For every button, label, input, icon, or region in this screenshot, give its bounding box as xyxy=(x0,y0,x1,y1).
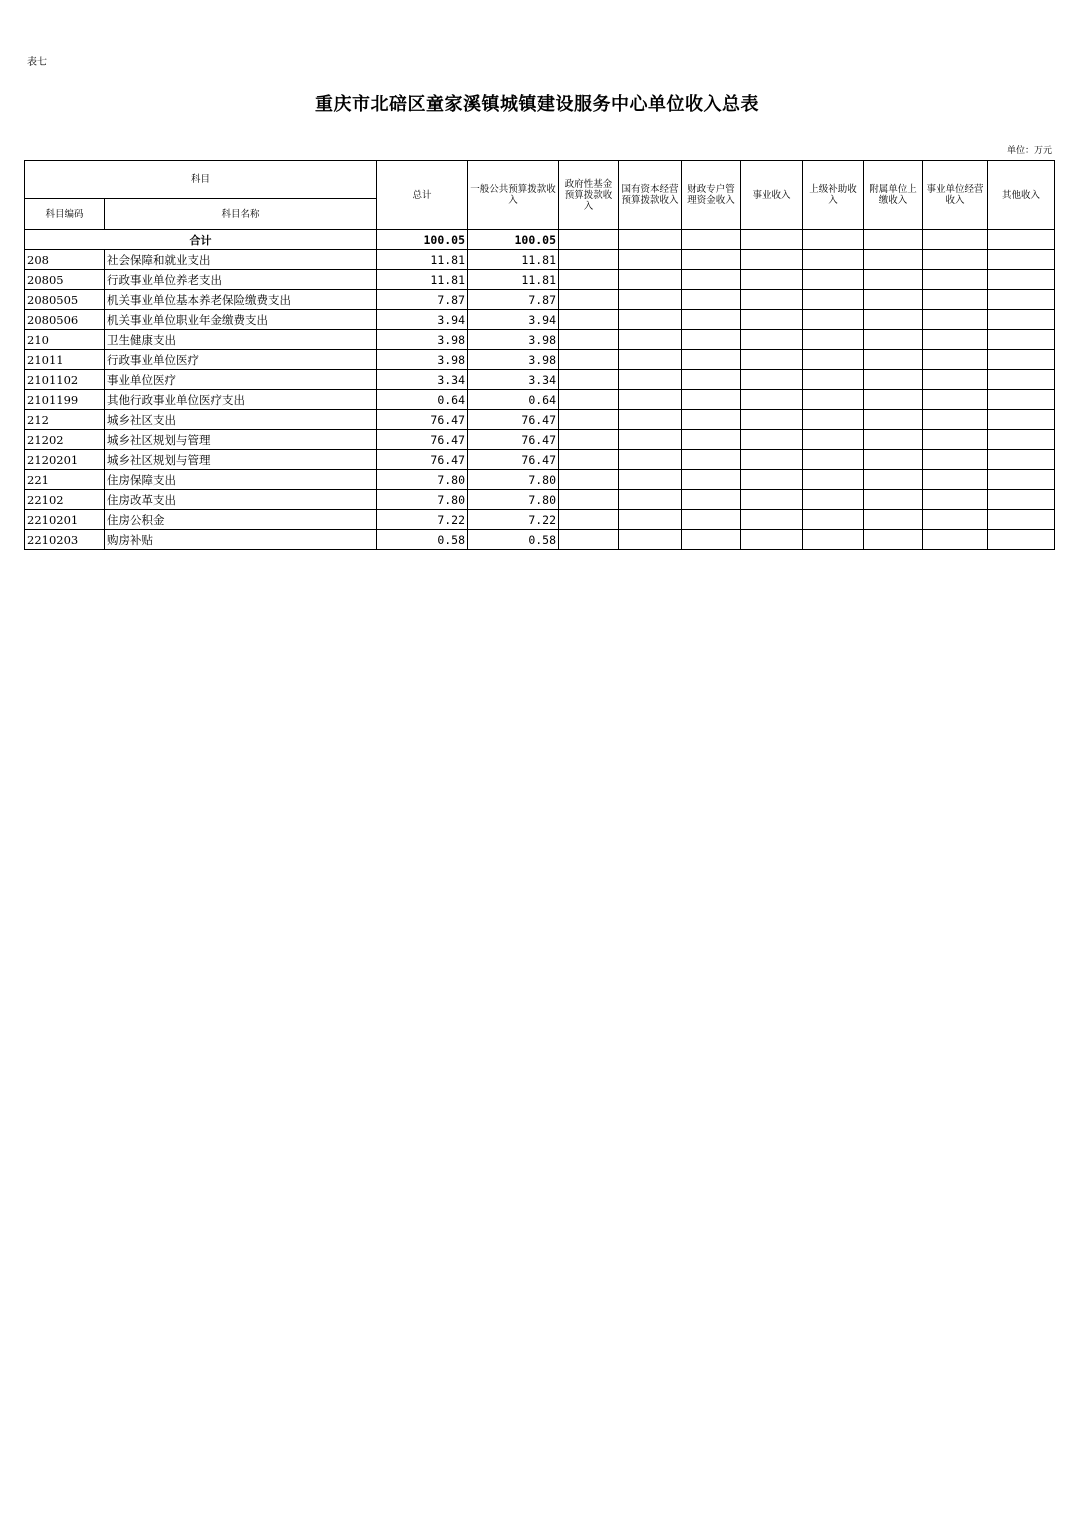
row-total: 76.47 xyxy=(377,450,468,470)
empty-cell xyxy=(619,270,682,290)
row-total: 3.98 xyxy=(377,350,468,370)
row-general: 11.81 xyxy=(468,250,559,270)
empty-cell xyxy=(803,410,864,430)
unit-label: 单位：万元 xyxy=(1006,146,1052,156)
header-superior-subsidy: 上级补助收入 xyxy=(803,161,864,230)
empty-cell xyxy=(923,370,988,390)
header-general-budget: 一般公共预算拨款收入 xyxy=(468,161,559,230)
row-total: 0.64 xyxy=(377,390,468,410)
row-name: 购房补贴 xyxy=(105,530,377,550)
empty-cell xyxy=(619,310,682,330)
header-name: 科目名称 xyxy=(105,199,377,230)
empty-cell xyxy=(988,290,1055,310)
row-total: 0.58 xyxy=(377,530,468,550)
empty-cell xyxy=(619,470,682,490)
row-name: 事业单位医疗 xyxy=(105,370,377,390)
row-general: 3.98 xyxy=(468,330,559,350)
empty-cell xyxy=(864,250,923,270)
empty-cell xyxy=(682,470,741,490)
row-total: 7.80 xyxy=(377,470,468,490)
row-general: 76.47 xyxy=(468,430,559,450)
row-name: 住房改革支出 xyxy=(105,490,377,510)
empty-cell xyxy=(864,450,923,470)
empty-cell xyxy=(864,330,923,350)
row-name: 城乡社区规划与管理 xyxy=(105,430,377,450)
empty-cell xyxy=(864,490,923,510)
row-total: 76.47 xyxy=(377,430,468,450)
empty-cell xyxy=(741,310,803,330)
empty-cell xyxy=(619,450,682,470)
table-row xyxy=(25,270,1055,290)
row-name: 住房保障支出 xyxy=(105,470,377,490)
row-general: 7.80 xyxy=(468,490,559,510)
row-name: 机关事业单位基本养老保险缴费支出 xyxy=(105,290,377,310)
row-general: 7.22 xyxy=(468,510,559,530)
header-row-1 xyxy=(25,161,1055,199)
empty-cell xyxy=(864,310,923,330)
empty-cell xyxy=(803,250,864,270)
empty-cell xyxy=(988,510,1055,530)
row-code: 21011 xyxy=(25,350,105,370)
row-code: 212 xyxy=(25,410,105,430)
empty-cell xyxy=(682,390,741,410)
empty-cell xyxy=(619,430,682,450)
row-total: 7.87 xyxy=(377,290,468,310)
table-row xyxy=(25,310,1055,330)
empty-cell xyxy=(864,290,923,310)
empty-cell xyxy=(559,490,619,510)
row-total: 76.47 xyxy=(377,410,468,430)
header-subject: 科目 xyxy=(25,161,377,199)
row-name: 机关事业单位职业年金缴费支出 xyxy=(105,310,377,330)
table-row xyxy=(25,290,1055,310)
empty-cell xyxy=(559,330,619,350)
empty-cell xyxy=(923,250,988,270)
table-row xyxy=(25,390,1055,410)
empty-cell xyxy=(923,510,988,530)
row-total: 11.81 xyxy=(377,250,468,270)
row-general: 3.34 xyxy=(468,370,559,390)
table-row xyxy=(25,350,1055,370)
empty-cell xyxy=(988,390,1055,410)
empty-cell xyxy=(559,410,619,430)
empty-cell xyxy=(741,330,803,350)
empty-cell xyxy=(619,350,682,370)
row-general: 7.87 xyxy=(468,290,559,310)
empty-cell xyxy=(619,250,682,270)
table-number: 表七 xyxy=(27,57,47,68)
row-total: 3.98 xyxy=(377,330,468,350)
row-general: 3.94 xyxy=(468,310,559,330)
empty-cell xyxy=(559,310,619,330)
empty-cell xyxy=(803,350,864,370)
empty-cell xyxy=(682,310,741,330)
empty-cell xyxy=(803,450,864,470)
empty-cell xyxy=(864,470,923,490)
empty-cell xyxy=(741,430,803,450)
empty-cell xyxy=(923,270,988,290)
header-business-income: 事业收入 xyxy=(741,161,803,230)
empty-cell xyxy=(923,470,988,490)
page-title: 重庆市北碚区童家溪镇城镇建设服务中心单位收入总表 xyxy=(315,94,759,115)
empty-cell xyxy=(988,410,1055,430)
table-row xyxy=(25,330,1055,350)
empty-cell xyxy=(864,510,923,530)
row-code: 2210203 xyxy=(25,530,105,550)
empty-cell xyxy=(923,290,988,310)
empty-cell xyxy=(923,350,988,370)
row-code: 2080505 xyxy=(25,290,105,310)
empty-cell xyxy=(741,510,803,530)
empty-cell xyxy=(864,370,923,390)
row-code: 2080506 xyxy=(25,310,105,330)
empty-cell xyxy=(988,430,1055,450)
empty-cell xyxy=(741,290,803,310)
empty-cell xyxy=(741,390,803,410)
empty-cell xyxy=(803,510,864,530)
empty-cell xyxy=(619,290,682,310)
row-code: 2210201 xyxy=(25,510,105,530)
empty-cell xyxy=(988,450,1055,470)
row-general: 76.47 xyxy=(468,410,559,430)
empty-cell xyxy=(559,270,619,290)
row-code: 21202 xyxy=(25,430,105,450)
table-row xyxy=(25,510,1055,530)
empty-cell xyxy=(803,270,864,290)
empty-cell xyxy=(741,370,803,390)
empty-cell xyxy=(619,490,682,510)
row-name: 城乡社区支出 xyxy=(105,410,377,430)
empty-cell xyxy=(619,530,682,550)
row-general: 0.58 xyxy=(468,530,559,550)
empty-cell xyxy=(559,530,619,550)
empty-cell xyxy=(619,370,682,390)
empty-cell xyxy=(741,350,803,370)
row-code: 2101102 xyxy=(25,370,105,390)
empty-cell xyxy=(988,310,1055,330)
row-code: 221 xyxy=(25,470,105,490)
empty-cell xyxy=(988,250,1055,270)
empty-cell xyxy=(864,430,923,450)
empty-cell xyxy=(682,270,741,290)
empty-cell xyxy=(741,450,803,470)
empty-cell xyxy=(803,530,864,550)
total-general: 100.05 xyxy=(468,230,559,250)
empty-cell xyxy=(559,470,619,490)
table-row xyxy=(25,490,1055,510)
row-name: 城乡社区规划与管理 xyxy=(105,450,377,470)
row-name: 其他行政事业单位医疗支出 xyxy=(105,390,377,410)
empty-cell xyxy=(988,530,1055,550)
empty-cell xyxy=(923,330,988,350)
row-code: 2120201 xyxy=(25,450,105,470)
row-general: 7.80 xyxy=(468,470,559,490)
empty-cell xyxy=(923,450,988,470)
row-code: 20805 xyxy=(25,270,105,290)
empty-cell xyxy=(559,350,619,370)
empty-cell xyxy=(559,290,619,310)
row-total: 11.81 xyxy=(377,270,468,290)
empty-cell xyxy=(619,510,682,530)
empty-cell xyxy=(741,490,803,510)
row-code: 2101199 xyxy=(25,390,105,410)
table-row xyxy=(25,370,1055,390)
empty-cell xyxy=(741,470,803,490)
row-total: 7.22 xyxy=(377,510,468,530)
empty-cell xyxy=(682,490,741,510)
table-row xyxy=(25,410,1055,430)
empty-cell xyxy=(741,250,803,270)
empty-cell xyxy=(864,410,923,430)
row-total: 3.34 xyxy=(377,370,468,390)
empty-cell xyxy=(682,350,741,370)
empty-cell xyxy=(923,410,988,430)
empty-cell xyxy=(682,450,741,470)
empty-cell xyxy=(923,310,988,330)
empty-cell xyxy=(682,530,741,550)
empty-cell xyxy=(923,490,988,510)
empty-cell xyxy=(619,390,682,410)
header-operating-income: 事业单位经营收入 xyxy=(923,161,988,230)
header-special-account: 财政专户管理资金收入 xyxy=(682,161,741,230)
row-total: 3.94 xyxy=(377,310,468,330)
empty-cell xyxy=(923,430,988,450)
row-code: 210 xyxy=(25,330,105,350)
income-summary-table xyxy=(24,160,1055,550)
empty-cell xyxy=(803,290,864,310)
empty-cell xyxy=(682,290,741,310)
row-name: 行政事业单位医疗 xyxy=(105,350,377,370)
total-label: 合计 xyxy=(25,230,377,250)
table-row xyxy=(25,530,1055,550)
header-other-income: 其他收入 xyxy=(988,161,1055,230)
table-row xyxy=(25,450,1055,470)
empty-cell xyxy=(988,350,1055,370)
empty-cell xyxy=(923,530,988,550)
total-row xyxy=(25,230,1055,250)
empty-cell xyxy=(682,330,741,350)
empty-cell xyxy=(559,390,619,410)
row-name: 卫生健康支出 xyxy=(105,330,377,350)
empty-cell xyxy=(988,470,1055,490)
empty-cell xyxy=(559,250,619,270)
empty-cell xyxy=(559,450,619,470)
row-name: 住房公积金 xyxy=(105,510,377,530)
empty-cell xyxy=(803,370,864,390)
empty-cell xyxy=(619,330,682,350)
empty-cell xyxy=(682,250,741,270)
empty-cell xyxy=(803,330,864,350)
row-name: 社会保障和就业支出 xyxy=(105,250,377,270)
empty-cell xyxy=(803,470,864,490)
empty-cell xyxy=(682,430,741,450)
empty-cell xyxy=(682,510,741,530)
empty-cell xyxy=(923,390,988,410)
header-gov-fund: 政府性基金预算拨款收入 xyxy=(559,161,619,230)
header-total: 总计 xyxy=(377,161,468,230)
table-row xyxy=(25,470,1055,490)
empty-cell xyxy=(559,370,619,390)
total-sum: 100.05 xyxy=(377,230,468,250)
row-name: 行政事业单位养老支出 xyxy=(105,270,377,290)
row-general: 11.81 xyxy=(468,270,559,290)
empty-cell xyxy=(864,530,923,550)
empty-cell xyxy=(619,410,682,430)
empty-cell xyxy=(559,510,619,530)
empty-cell xyxy=(803,430,864,450)
row-general: 3.98 xyxy=(468,350,559,370)
empty-cell xyxy=(559,430,619,450)
empty-cell xyxy=(741,410,803,430)
header-state-capital: 国有资本经营预算拨款收入 xyxy=(619,161,682,230)
empty-cell xyxy=(988,370,1055,390)
row-general: 76.47 xyxy=(468,450,559,470)
row-general: 0.64 xyxy=(468,390,559,410)
empty-cell xyxy=(988,490,1055,510)
empty-cell xyxy=(864,390,923,410)
empty-cell xyxy=(803,310,864,330)
header-code: 科目编码 xyxy=(25,199,105,230)
row-total: 7.80 xyxy=(377,490,468,510)
table-row xyxy=(25,430,1055,450)
empty-cell xyxy=(741,270,803,290)
empty-cell xyxy=(682,410,741,430)
empty-cell xyxy=(864,270,923,290)
row-code: 22102 xyxy=(25,490,105,510)
row-code: 208 xyxy=(25,250,105,270)
empty-cell xyxy=(988,330,1055,350)
empty-cell xyxy=(864,350,923,370)
empty-cell xyxy=(682,370,741,390)
table-row xyxy=(25,250,1055,270)
header-affiliated-payment: 附属单位上缴收入 xyxy=(864,161,923,230)
empty-cell xyxy=(988,270,1055,290)
empty-cell xyxy=(803,490,864,510)
empty-cell xyxy=(741,530,803,550)
empty-cell xyxy=(803,390,864,410)
